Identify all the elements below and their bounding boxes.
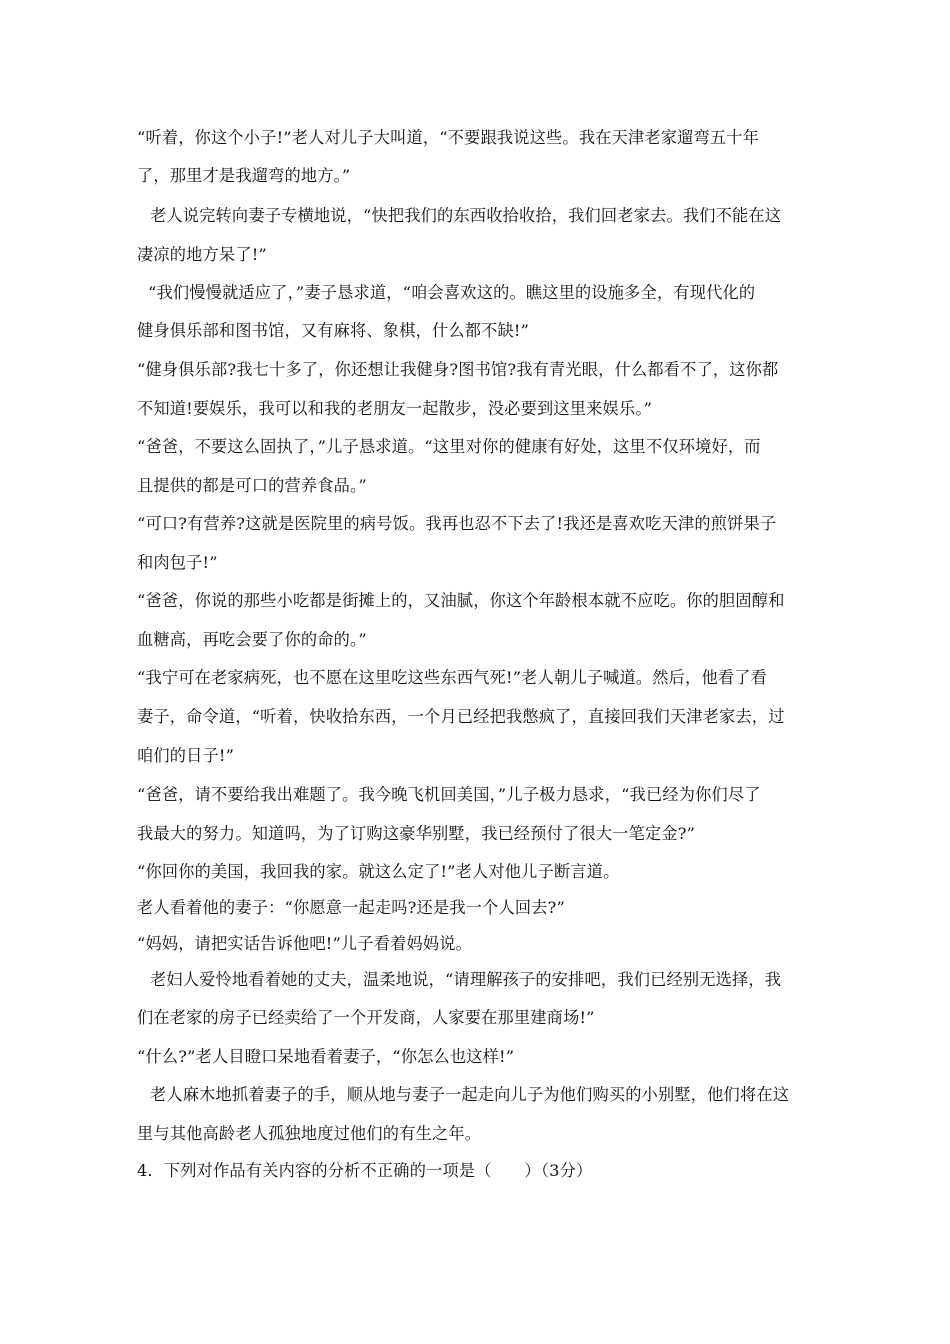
text-line: “我们慢慢就适应了，”妻子恳求道，“咱会喜欢这的。瞧这里的设施多全，有现代化的 — [148, 283, 756, 302]
text-line: 老人看着他的妻子：“你愿意一起走吗?还是我一个人回去?” — [137, 898, 566, 917]
text-line: “健身俱乐部?我七十多了，你还想让我健身?图书馆?我有青光眼，什么都看不了，这你都 — [137, 360, 779, 379]
text-line: 健身俱乐部和图书馆，又有麻将、象棋，什么都不缺!” — [137, 321, 530, 340]
text-line: 凄凉的地方呆了!” — [137, 245, 267, 264]
text-line: “妈妈，请把实话告诉他吧!”儿子看着妈妈说。 — [137, 934, 473, 953]
text-line: 不知道!要娱乐，我可以和我的老朋友一起散步，没必要到这里来娱乐。” — [137, 399, 653, 418]
text-line: “爸爸，不要这么固执了，”儿子恳求道。“这里对你的健康有好处，这里不仅环境好，而 — [137, 437, 761, 456]
text-line: 老人麻木地抓着妻子的手，顺从地与妻子一起走向儿子为他们购买的小别墅，他们将在这 — [150, 1085, 790, 1104]
text-line: “爸爸，你说的那些小吃都是街摊上的，又油腻，你这个年龄根本就不应吃。你的胆固醇和 — [137, 591, 785, 610]
text-line: 和肉包子!” — [137, 553, 218, 572]
text-line: “听着，你这个小子!”老人对儿子大叫道，“不要跟我说这些。我在天津老家遛弯五十年 — [137, 128, 760, 147]
text-line: “可口?有营养?这就是医院里的病号饭。我再也忍不下去了!我还是喜欢吃天津的煎饼果子 — [137, 514, 777, 533]
text-line: 里与其他高龄老人孤独地度过他们的有生之年。 — [137, 1124, 482, 1143]
text-line: 且提供的都是可口的营养食品。” — [137, 476, 367, 495]
text-line: 了，那里才是我遛弯的地方。” — [137, 166, 351, 185]
question-line: 4．下列对作品有关内容的分析不正确的一项是（ ）（3分） — [137, 1161, 593, 1180]
text-line: 老人说完转向妻子专横地说，“快把我们的东西收拾收拾，我们回老家去。我们不能在这 — [150, 206, 782, 225]
text-line: 我最大的努力。知道吗，为了订购这豪华别墅，我已经预付了很大一笔定金?” — [137, 824, 696, 843]
text-line: 老妇人爱怜地看着她的丈夫，温柔地说，“请理解孩子的安排吧，我们已经别无选择，我 — [150, 970, 782, 989]
text-line: “我宁可在老家病死，也不愿在这里吃这些东西气死!”老人朝儿子喊道。然后，他看了看 — [137, 668, 767, 687]
text-line: 们在老家的房子已经卖给了一个开发商，人家要在那里建商场!” — [137, 1008, 595, 1027]
text-line: 血糖高，再吃会要了你的命的。” — [137, 630, 367, 649]
text-line: “爸爸，请不要给我出难题了。我今晚飞机回美国，”儿子极力恳求，“我已经为你们尽了 — [137, 785, 761, 804]
text-line: “你回你的美国，我回我的家。就这么定了!”老人对他儿子断言道。 — [137, 862, 620, 881]
text-line: “什么?”老人目瞪口呆地看着妻子，“你怎么也这样!” — [137, 1047, 515, 1066]
text-line: 妻子，命令道，“听着，快收拾东西，一个月已经把我憋疯了，直接回我们天津老家去，过 — [137, 707, 785, 726]
text-line: 咱们的日子!” — [137, 746, 235, 765]
